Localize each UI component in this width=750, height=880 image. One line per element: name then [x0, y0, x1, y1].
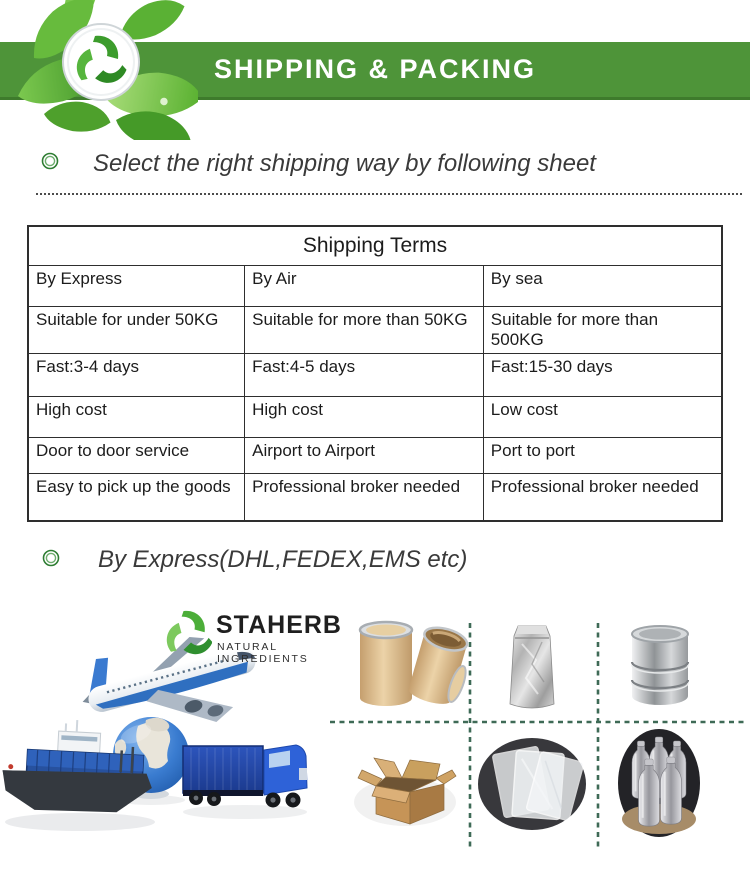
table-cell: Low cost — [483, 397, 722, 438]
table-cell: By Express — [28, 266, 245, 307]
table-cell: Professional broker needed — [483, 474, 722, 522]
table-cell: Professional broker needed — [245, 474, 484, 522]
section1-heading: Select the right shipping way by following sheet — [93, 150, 596, 177]
table-cell: Suitable for more than 50KG — [245, 307, 484, 354]
brand-name: STAHERB — [216, 611, 342, 639]
table-cell: Fast:3-4 days — [28, 354, 245, 397]
carton-box-image — [352, 746, 458, 830]
leaf-logo-icon — [8, 0, 198, 140]
dotted-divider — [36, 193, 742, 195]
table-cell: Suitable for more than 500KG — [483, 307, 722, 354]
table-cell: Easy to pick up the goods — [28, 474, 245, 522]
stainless-steel-drum-image — [620, 624, 700, 712]
table-cell: Fast:15-30 days — [483, 354, 722, 397]
staherb-logo-icon — [166, 608, 212, 662]
bullet-ring-icon — [42, 549, 60, 567]
aluminum-bottles-image — [618, 727, 700, 839]
aluminum-foil-bag-image — [496, 620, 568, 712]
table-cell: Door to door service — [28, 438, 245, 474]
table-cell: Suitable for under 50KG — [28, 307, 245, 354]
table-cell: High cost — [28, 397, 245, 438]
packaging-gallery — [330, 600, 750, 872]
table-title: Shipping Terms — [28, 226, 722, 266]
page-title: SHIPPING & PACKING — [213, 54, 537, 84]
brand-tagline: NATURAL INGREDIENTS — [217, 641, 309, 665]
bullet-ring-icon — [41, 152, 59, 170]
fiber-drums-image — [354, 616, 468, 712]
table-cell: By sea — [483, 266, 722, 307]
plastic-bags-image — [476, 730, 588, 838]
truck-image — [183, 745, 307, 808]
table-cell: High cost — [245, 397, 484, 438]
table-cell: Port to port — [483, 438, 722, 474]
section2-heading: By Express(DHL,FEDEX,EMS etc) — [98, 546, 468, 573]
shipping-terms-table — [27, 225, 723, 522]
table-cell: Fast:4-5 days — [245, 354, 484, 397]
table-cell: Airport to Airport — [245, 438, 484, 474]
table-cell: By Air — [245, 266, 484, 307]
